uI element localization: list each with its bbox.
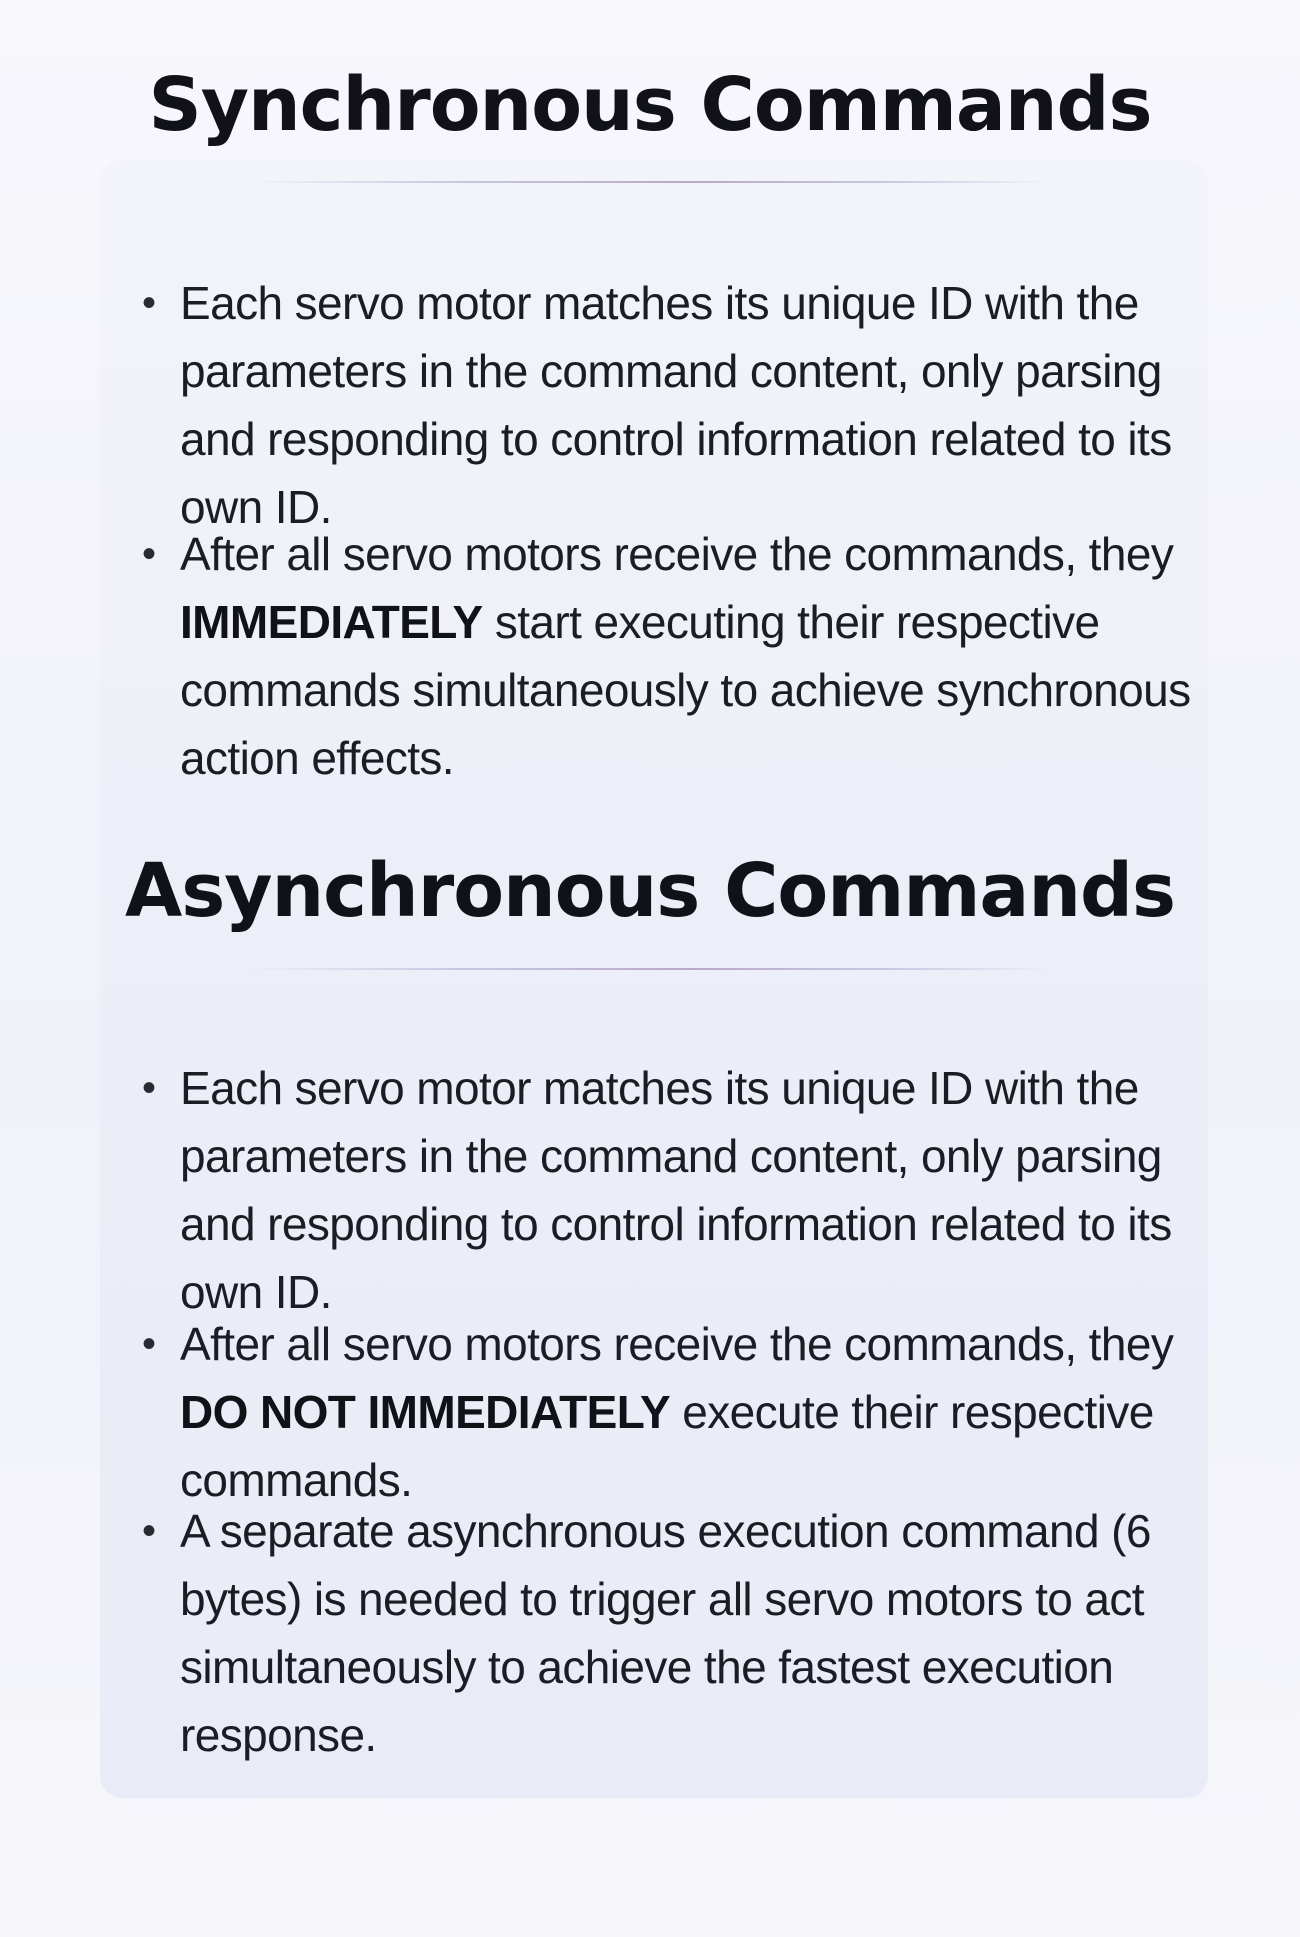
sync-bullet-2-text-pre: After all servo motors receive the commands, they <box>180 528 1174 580</box>
async-bullet-3-text: A separate asynchronous execution command (6 bytes) is needed to trigger all servo motors to act simultaneously to achieve the fastest execution response. <box>180 1505 1151 1761</box>
async-bullet-2-text-post: execute their respective commands. <box>180 1386 1154 1506</box>
bullet-dot-icon: • <box>142 1066 156 1110</box>
sync-bullet-1 <box>142 269 1200 541</box>
sync-bullet-2-emphasis: IMMEDIATELY <box>180 596 483 648</box>
async-bullet-1-text: Each servo motor matches its unique ID with the parameters in the command content, only parsing and responding to control information related to its own ID. <box>180 1062 1172 1318</box>
sync-bullet-2 <box>142 520 1200 792</box>
async-section-title: Asynchronous Commands <box>124 848 1176 934</box>
bullet-dot-icon: • <box>142 1509 156 1553</box>
sync-bullet-2-text-post: start executing their respective commands simultaneously to achieve synchronous action effects. <box>180 596 1191 784</box>
async-bullet-1 <box>142 1054 1200 1326</box>
bullet-dot-icon: • <box>142 532 156 576</box>
async-bullet-3 <box>142 1497 1200 1769</box>
async-bullet-2-emphasis: DO NOT IMMEDIATELY <box>180 1386 671 1438</box>
sync-bullet-1-text: Each servo motor matches its unique ID with the parameters in the command content, only parsing and responding to control information related to its own ID. <box>180 277 1172 533</box>
bullet-dot-icon: • <box>142 1322 156 1366</box>
sync-title-divider <box>250 181 1050 183</box>
sync-section-title: Synchronous Commands <box>148 62 1152 148</box>
bullet-dot-icon: • <box>142 281 156 325</box>
async-title-divider <box>250 968 1050 970</box>
async-bullet-2 <box>142 1310 1200 1514</box>
async-bullet-2-text-pre: After all servo motors receive the commands, they <box>180 1318 1174 1370</box>
